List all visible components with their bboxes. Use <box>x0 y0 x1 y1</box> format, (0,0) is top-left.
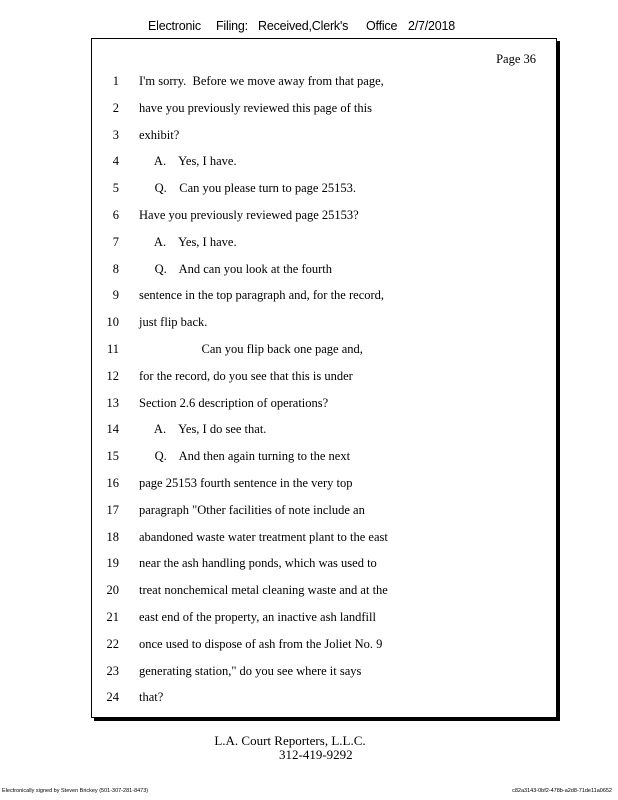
transcript-line <box>92 635 556 662</box>
transcript-line <box>92 99 556 126</box>
line-number: 17 <box>106 502 119 517</box>
line-number: 22 <box>106 636 119 651</box>
line-number: 21 <box>106 609 119 624</box>
transcript-line <box>92 260 556 287</box>
transcript-line <box>92 233 556 260</box>
filing-header-received: Received,Clerk's <box>258 19 349 33</box>
electronic-signature: Electronically signed by Steven Brickey (501-307-281-8473) <box>2 788 149 794</box>
line-number: 16 <box>106 475 119 490</box>
line-number: 12 <box>106 368 119 383</box>
line-text: page 25153 fourth sentence in the very top <box>139 475 353 490</box>
transcript-line <box>92 206 556 233</box>
line-number: 4 <box>112 154 119 169</box>
transcript-line <box>92 340 556 367</box>
transcript-line <box>92 608 556 635</box>
line-number: 8 <box>112 261 119 276</box>
transcript-line <box>92 581 556 608</box>
transcript-page <box>91 38 557 718</box>
line-text: A. Yes, I have. <box>139 154 237 169</box>
line-number: 13 <box>106 395 119 410</box>
line-text: have you previously reviewed this page of this <box>139 100 372 115</box>
filing-header-electronic: Electronic <box>148 19 201 33</box>
transcript-line <box>92 152 556 179</box>
transcript-line <box>92 662 556 689</box>
transcript-line <box>92 474 556 501</box>
page-number: Page 36 <box>496 52 536 66</box>
transcript-line <box>92 554 556 581</box>
line-text: Section 2.6 description of operations? <box>139 395 329 410</box>
transcript-line <box>92 528 556 555</box>
line-text: Have you previously reviewed page 25153? <box>139 207 359 222</box>
transcript-line <box>92 688 556 715</box>
transcript-line <box>92 420 556 447</box>
line-text: Can you flip back one page and, <box>139 341 363 356</box>
transcript-line <box>92 72 556 99</box>
line-text: once used to dispose of ash from the Joliet No. 9 <box>139 636 383 651</box>
line-number: 10 <box>106 315 119 330</box>
line-text: treat nonchemical metal cleaning waste and at the <box>139 583 388 598</box>
line-number: 20 <box>106 583 119 598</box>
filing-header-filing: Filing: <box>216 19 248 33</box>
line-number: 6 <box>112 207 119 222</box>
line-text: paragraph "Other facilities of note include an <box>139 502 365 517</box>
line-text: A. Yes, I do see that. <box>139 422 267 437</box>
transcript-line <box>92 286 556 313</box>
line-text: near the ash handling ponds, which was used to <box>139 556 377 571</box>
transcript-line <box>92 126 556 153</box>
line-text: A. Yes, I have. <box>139 234 237 249</box>
line-text: exhibit? <box>139 127 180 142</box>
line-text: Q. And can you look at the fourth <box>139 261 333 276</box>
transcript-line <box>92 179 556 206</box>
line-number: 15 <box>106 449 119 464</box>
line-text: Q. And then again turning to the next <box>139 449 351 464</box>
line-number: 9 <box>112 288 119 303</box>
line-number: 5 <box>112 181 119 196</box>
line-text: Q. Can you please turn to page 25153. <box>139 181 356 196</box>
filing-header-office: Office <box>366 19 398 33</box>
filing-header-date: 2/7/2018 <box>408 19 456 33</box>
line-number: 2 <box>112 100 119 115</box>
line-text: generating station," do you see where it says <box>139 663 362 678</box>
line-number: 11 <box>106 341 119 356</box>
line-number: 23 <box>106 663 119 678</box>
line-number: 1 <box>112 74 119 88</box>
document-id: c82a3143-0bf2-478b-a2d8-71de11a0652 <box>512 788 612 794</box>
line-text: abandoned waste water treatment plant to the east <box>139 529 388 544</box>
transcript-line <box>92 447 556 474</box>
line-number: 3 <box>112 127 119 142</box>
line-text: for the record, do you see that this is under <box>139 368 353 383</box>
line-text: east end of the property, an inactive ash landfill <box>139 609 376 624</box>
line-number: 24 <box>106 690 119 705</box>
line-text: sentence in the top paragraph and, for the record, <box>139 288 385 303</box>
line-number: 14 <box>106 422 119 437</box>
transcript-line <box>92 313 556 340</box>
reporter-company: L.A. Court Reporters, L.L.C. <box>214 733 366 748</box>
transcript-lines <box>92 72 556 715</box>
line-text: I'm sorry. Before we move away from that page, <box>139 74 384 88</box>
reporter-phone: 312-419-9292 <box>279 747 353 762</box>
line-text: that? <box>139 690 164 705</box>
line-text: just flip back. <box>139 315 208 330</box>
line-number: 7 <box>112 234 119 249</box>
transcript-line <box>92 367 556 394</box>
line-number: 19 <box>106 556 119 571</box>
transcript-line <box>92 501 556 528</box>
line-number: 18 <box>106 529 119 544</box>
transcript-line <box>92 394 556 421</box>
